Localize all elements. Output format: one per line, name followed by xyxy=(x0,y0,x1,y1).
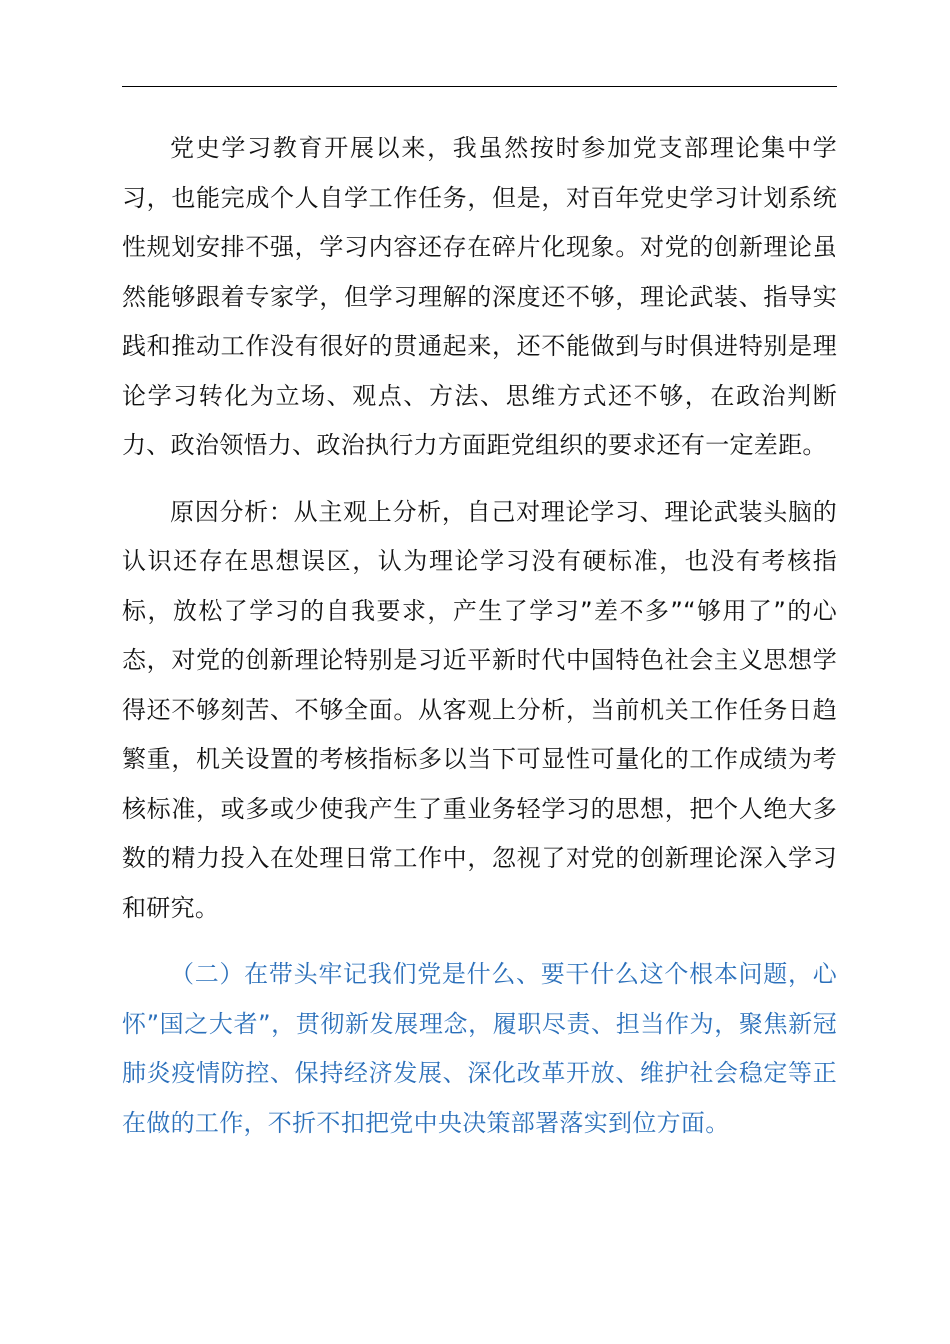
document-body xyxy=(122,124,837,1148)
paragraph-study-situation: 党史学习教育开展以来，我虽然按时参加党支部理论集中学习，也能完成个人自学工作任务，但是，对百年党史学习计划系统性规划安排不强，学习内容还存在碎片化现象。对党的创新理论虽然能够跟着专家学，但学习理解的深度还不够，理论武装、指导实践和推动工作没有很好的贯通起来，还不能做到与时俱进特别是理论学习转化为立场、观点、方法、思维方式还不够，在政治判断力、政治领悟力、政治执行力方面距党组织的要求还有一定差距。 xyxy=(122,134,837,459)
section-heading-two: （二）在带头牢记我们党是什么、要干什么这个根本问题，心怀”国之大者”，贯彻新发展理念，履职尽责、担当作为，聚焦新冠肺炎疫情防控、保持经济发展、深化改革开放、维护社会稳定等正在做的工作，不折不扣把党中央决策部署落实到位方面。 xyxy=(122,960,837,1137)
header-rule xyxy=(122,86,837,87)
paragraph-cause-analysis: 原因分析：从主观上分析，自己对理论学习、理论武装头脑的认识还存在思想误区，认为理论学习没有硬标准，也没有考核指标，放松了学习的自我要求，产生了学习”差不多”“够用了”的心态，对党的创新理论特别是习近平新时代中国特色社会主义思想学得还不够刻苦、不够全面。从客观上分析，当前机关工作任务日趋繁重，机关设置的考核指标多以当下可显性可量化的工作成绩为考核标准，或多或少使我产生了重业务轻学习的思想，把个人绝大多数的精力投入在处理日常工作中，忽视了对党的创新理论深入学习和研究。 xyxy=(122,497,837,922)
